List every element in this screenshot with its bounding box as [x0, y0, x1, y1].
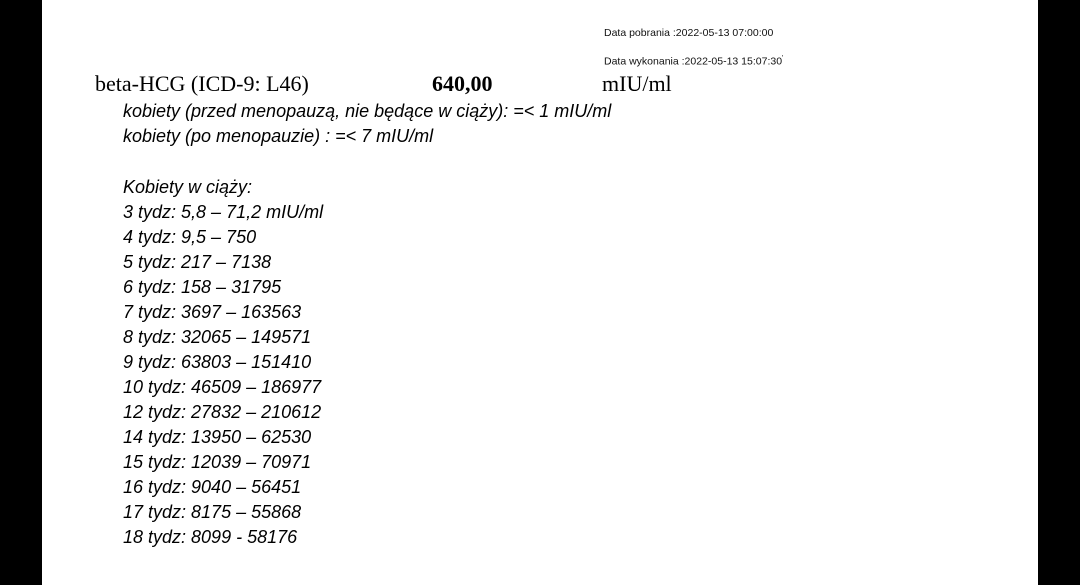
- pregnancy-week-row: 8 tydz: 32065 – 149571: [123, 327, 312, 347]
- reference-premenopause: kobiety (przed menopauzą, nie będące w ciąży): =< 1 mIU/ml: [123, 101, 612, 121]
- pregnancy-week-row: 10 tydz: 46509 – 186977: [123, 377, 322, 397]
- pregnancy-week-row: 6 tydz: 158 – 31795: [123, 277, 282, 297]
- pregnancy-week-row: 15 tydz: 12039 – 70971: [123, 452, 312, 472]
- document-page: [42, 0, 1038, 585]
- pregnancy-heading: Kobiety w ciąży:: [123, 177, 253, 197]
- pregnancy-week-row: 5 tydz: 217 – 7138: [123, 252, 272, 272]
- reference-postmenopause: kobiety (po menopauzie) : =< 7 mIU/ml: [123, 126, 434, 146]
- pregnancy-week-row: 7 tydz: 3697 – 163563: [123, 302, 302, 322]
- pregnancy-week-row: 16 tydz: 9040 – 56451: [123, 477, 302, 497]
- test-name: beta-HCG (ICD-9: L46): [95, 71, 309, 96]
- pregnancy-week-row: 12 tydz: 27832 – 210612: [123, 402, 322, 422]
- test-value: 640,00: [432, 71, 493, 96]
- pregnancy-week-row: 14 tydz: 13950 – 62530: [123, 427, 312, 447]
- reference-ranges: [123, 99, 611, 149]
- pregnancy-week-row: 4 tydz: 9,5 – 750: [123, 227, 257, 247]
- pregnancy-ranges: [123, 175, 323, 550]
- pregnancy-week-row: 18 tydz: 8099 - 58176: [123, 527, 298, 547]
- performed-date: Data wykonania :2022-05-13 15:07:30: [604, 55, 783, 68]
- result-row: [42, 71, 1038, 99]
- pregnancy-week-row: 3 tydz: 5,8 – 71,2 mIU/ml: [123, 202, 324, 222]
- pregnancy-week-row: 17 tydz: 8175 – 55868: [123, 502, 302, 522]
- pregnancy-week-row: 9 tydz: 63803 – 151410: [123, 352, 312, 372]
- performed-date-line: [604, 55, 783, 68]
- test-unit: mIU/ml: [602, 71, 672, 96]
- performed-date-mark: ': [782, 55, 784, 62]
- collection-date: Data pobrania :2022-05-13 07:00:00: [604, 27, 774, 39]
